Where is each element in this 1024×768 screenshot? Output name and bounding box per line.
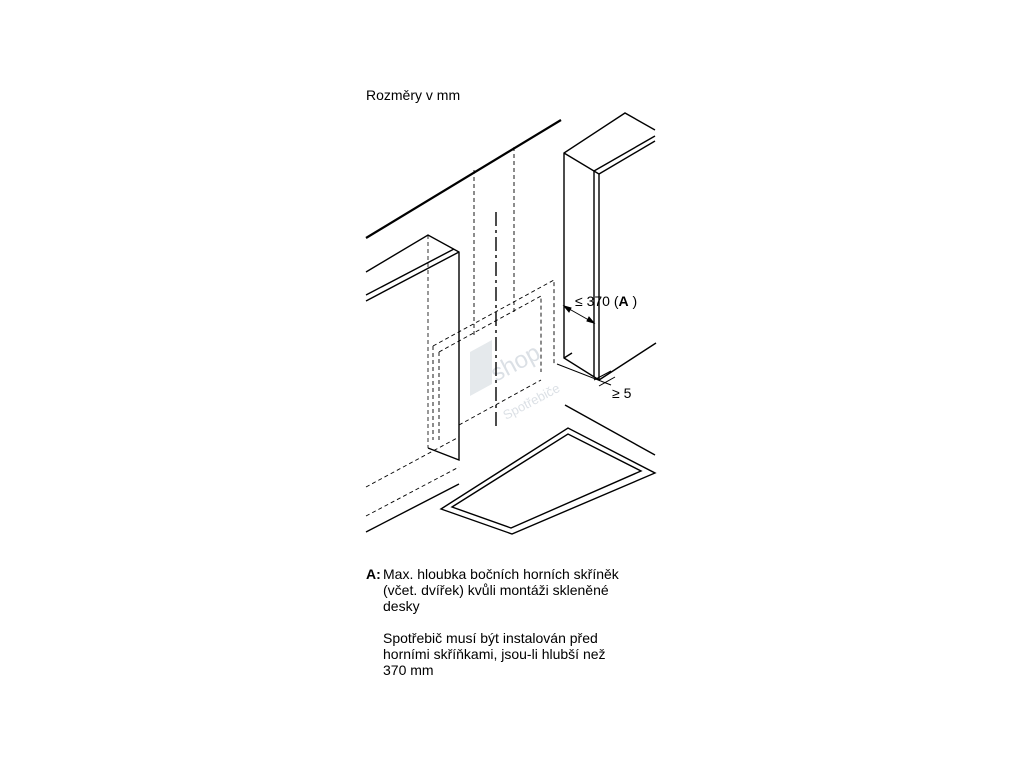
gap-dimension-label: ≥ 5 xyxy=(612,385,632,401)
worktop xyxy=(366,405,655,532)
legend-note-line: horními skříňkami, jsou-li hlubší než xyxy=(383,646,606,662)
hob-glass-panel xyxy=(441,428,655,534)
legend-key: A: xyxy=(366,566,381,582)
legend-line: desky xyxy=(383,598,420,614)
watermark-text-secondary: Spotřebiče xyxy=(500,380,563,423)
right-upper-cabinet xyxy=(564,113,656,380)
legend-note-line: 370 mm xyxy=(383,662,434,678)
diagram-title: Rozměry v mm xyxy=(366,87,461,103)
ceiling-line xyxy=(366,120,561,238)
watermark-text-primary: shop xyxy=(486,339,545,388)
legend-line: (včet. dvířek) kvůli montáži skleněné xyxy=(383,582,609,598)
watermark xyxy=(470,339,562,423)
legend-line: Max. hloubka bočních horních skříněk xyxy=(383,566,619,582)
legend xyxy=(366,566,646,678)
left-upper-cabinet xyxy=(366,235,459,460)
legend-text xyxy=(383,566,646,678)
legend-note-line: Spotřebič musí být instalován před xyxy=(383,630,598,646)
depth-dimension-label: ≤ 370 (A ) xyxy=(575,293,638,309)
counter-outline-dashed xyxy=(366,437,459,516)
